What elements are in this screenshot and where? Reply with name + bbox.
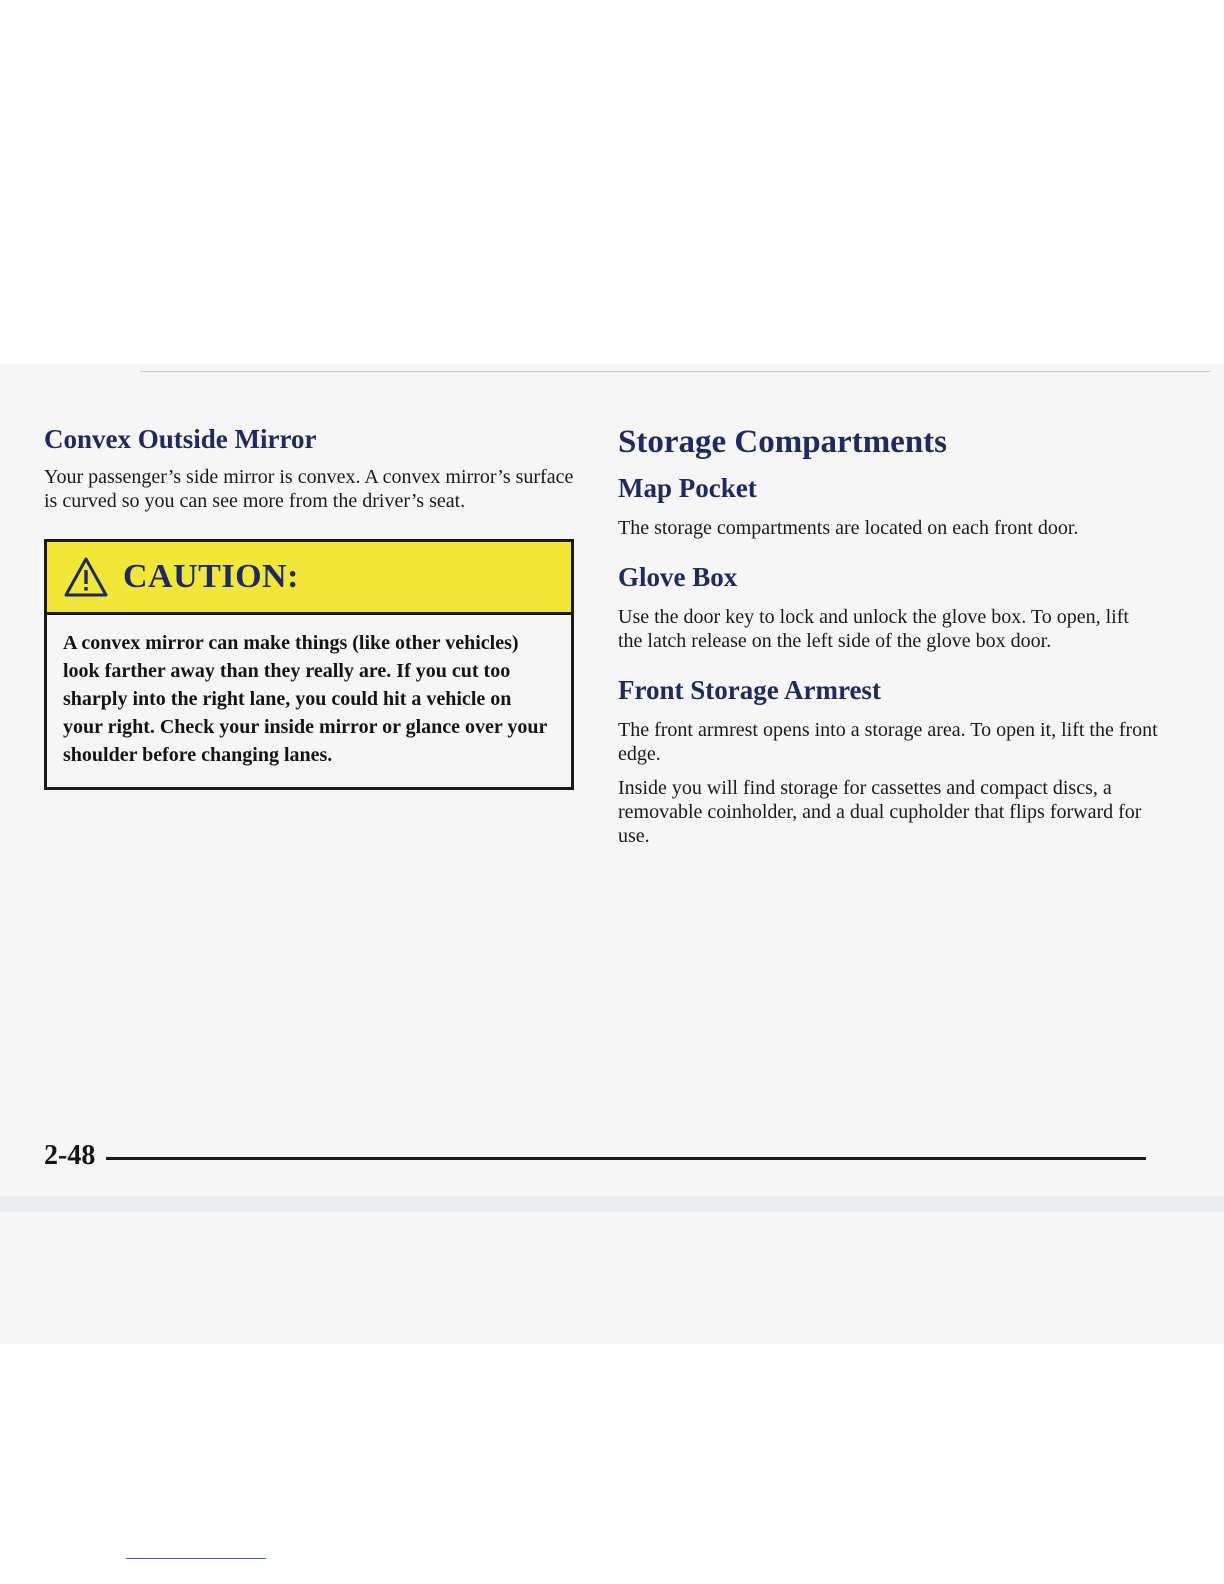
armrest-paragraph: The front armrest opens into a storage area. To open it, lift the front edge. <box>618 719 1158 765</box>
page-bottom-edge <box>0 1196 1224 1212</box>
glove-box-paragraph: Use the door key to lock and unlock the glove box. To open, lift the latch release on the left side of the glove box door. <box>618 606 1129 652</box>
caution-box <box>44 539 574 790</box>
section-paragraph: Your passenger’s side mirror is convex. A convex mirror’s surface is curved so you can see more from the driver’s seat. <box>44 466 574 512</box>
page-title: Storage Compartments <box>618 424 948 460</box>
footer-rule <box>106 1157 1146 1160</box>
map-pocket-paragraph: The storage compartments are located on each front door. <box>618 517 1079 539</box>
subsection-heading-glove-box: Glove Box <box>618 562 738 592</box>
top-divider <box>140 371 1210 372</box>
subsection-heading-armrest: Front Storage Armrest <box>618 675 881 705</box>
caution-header <box>47 542 571 615</box>
page-number: 2-48 <box>44 1140 96 1171</box>
decorative-line <box>126 1558 266 1559</box>
warning-triangle-icon <box>63 556 109 598</box>
caution-title: CAUTION: <box>123 558 299 595</box>
armrest-paragraph: Inside you will find storage for cassettes and compact discs, a removable coinholder, and a dual cupholder that flips forward for use. <box>618 777 1142 847</box>
right-column <box>618 424 1158 870</box>
subsection-heading-map-pocket: Map Pocket <box>618 473 757 503</box>
caution-text: A convex mirror can make things (like other vehicles) look farther away than they really are. If you cut too sharply into the right lane, you could hit a vehicle on your right. Check your inside mirror or glance over your shoulder before changing lanes. <box>63 632 548 766</box>
section-heading: Convex Outside Mirror <box>44 424 317 454</box>
left-column <box>44 424 574 790</box>
